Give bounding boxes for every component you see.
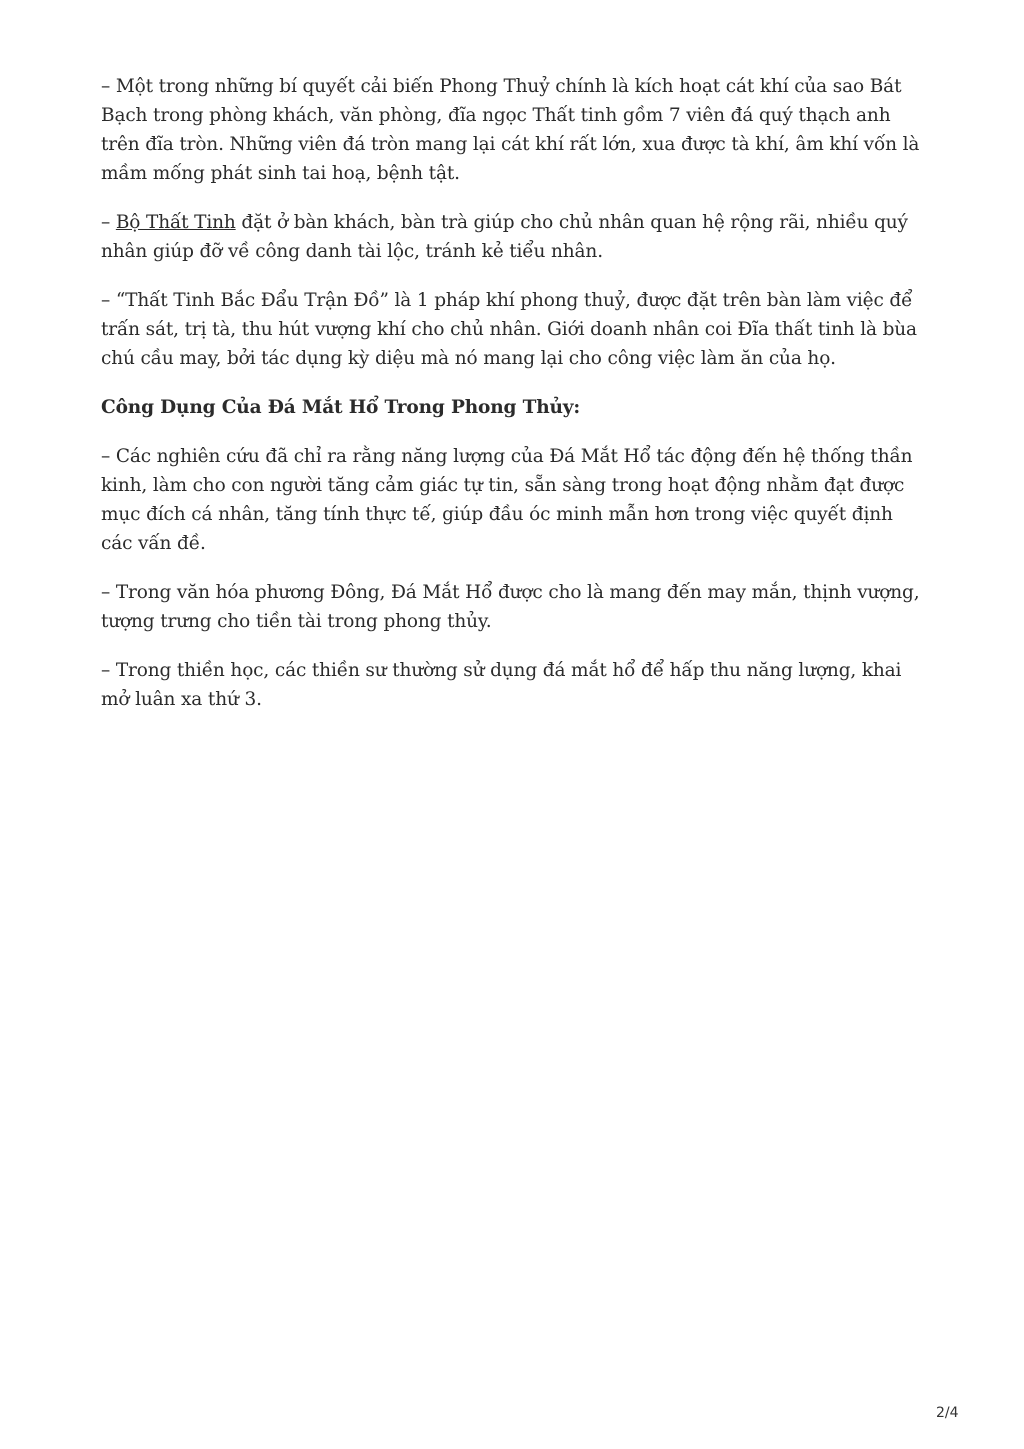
paragraph-suffix: đặt ở bàn khách, bàn trà giúp cho chủ nhân quan hệ rộng rãi, nhiều quý nhân giúp đỡ về công danh tài lộc, tránh kẻ tiểu nhân.	[101, 212, 908, 262]
paragraph-research: – Các nghiên cứu đã chỉ ra rằng năng lượng của Đá Mắt Hổ tác động đến hệ thống thần kinh, làm cho con người tăng cảm giác tự tin, sẵn sàng trong hoạt động nhằm đạt được mục đích cá nhân, tăng tính thực tế, giúp đầu óc minh mẫn hơn trong việc quyết định các vấn đề.	[101, 446, 913, 554]
document-body	[101, 72, 923, 734]
paragraph-prefix: –	[101, 212, 116, 233]
paragraph-seven-star-set	[101, 208, 923, 266]
page-number: 2/4	[936, 1405, 959, 1421]
paragraph-meditation: – Trong thiền học, các thiền sư thường sử dụng đá mắt hổ để hấp thu năng lượng, khai mở luân xa thứ 3.	[101, 660, 902, 710]
link-bo-that-tinh[interactable]: Bộ Thất Tinh	[115, 212, 236, 233]
paragraph-big-dipper: – “Thất Tinh Bắc Đẩu Trận Đồ” là 1 pháp khí phong thuỷ, được đặt trên bàn làm việc để trấn sát, trị tà, thu hút vượng khí cho chủ nhân. Giới doanh nhân coi Đĩa thất tinh là bùa chú cầu may, bởi tác dụng kỳ diệu mà nó mang lại cho công việc làm ăn của họ.	[101, 290, 917, 369]
paragraph-seven-star-plate: – Một trong những bí quyết cải biến Phong Thuỷ chính là kích hoạt cát khí của sao Bát Bạch trong phòng khách, văn phòng, đĩa ngọc Thất tinh gồm 7 viên đá quý thạch anh trên đĩa tròn. Những viên đá tròn mang lại cát khí rất lớn, xua được tà khí, âm khí vốn là mầm mống phát sinh tai hoạ, bệnh tật.	[101, 76, 920, 184]
section-heading: Công Dụng Của Đá Mắt Hổ Trong Phong Thủy:	[101, 397, 581, 418]
paragraph-eastern-culture: – Trong văn hóa phương Đông, Đá Mắt Hổ được cho là mang đến may mắn, thịnh vượng, tượng trưng cho tiền tài trong phong thủy.	[101, 582, 920, 632]
